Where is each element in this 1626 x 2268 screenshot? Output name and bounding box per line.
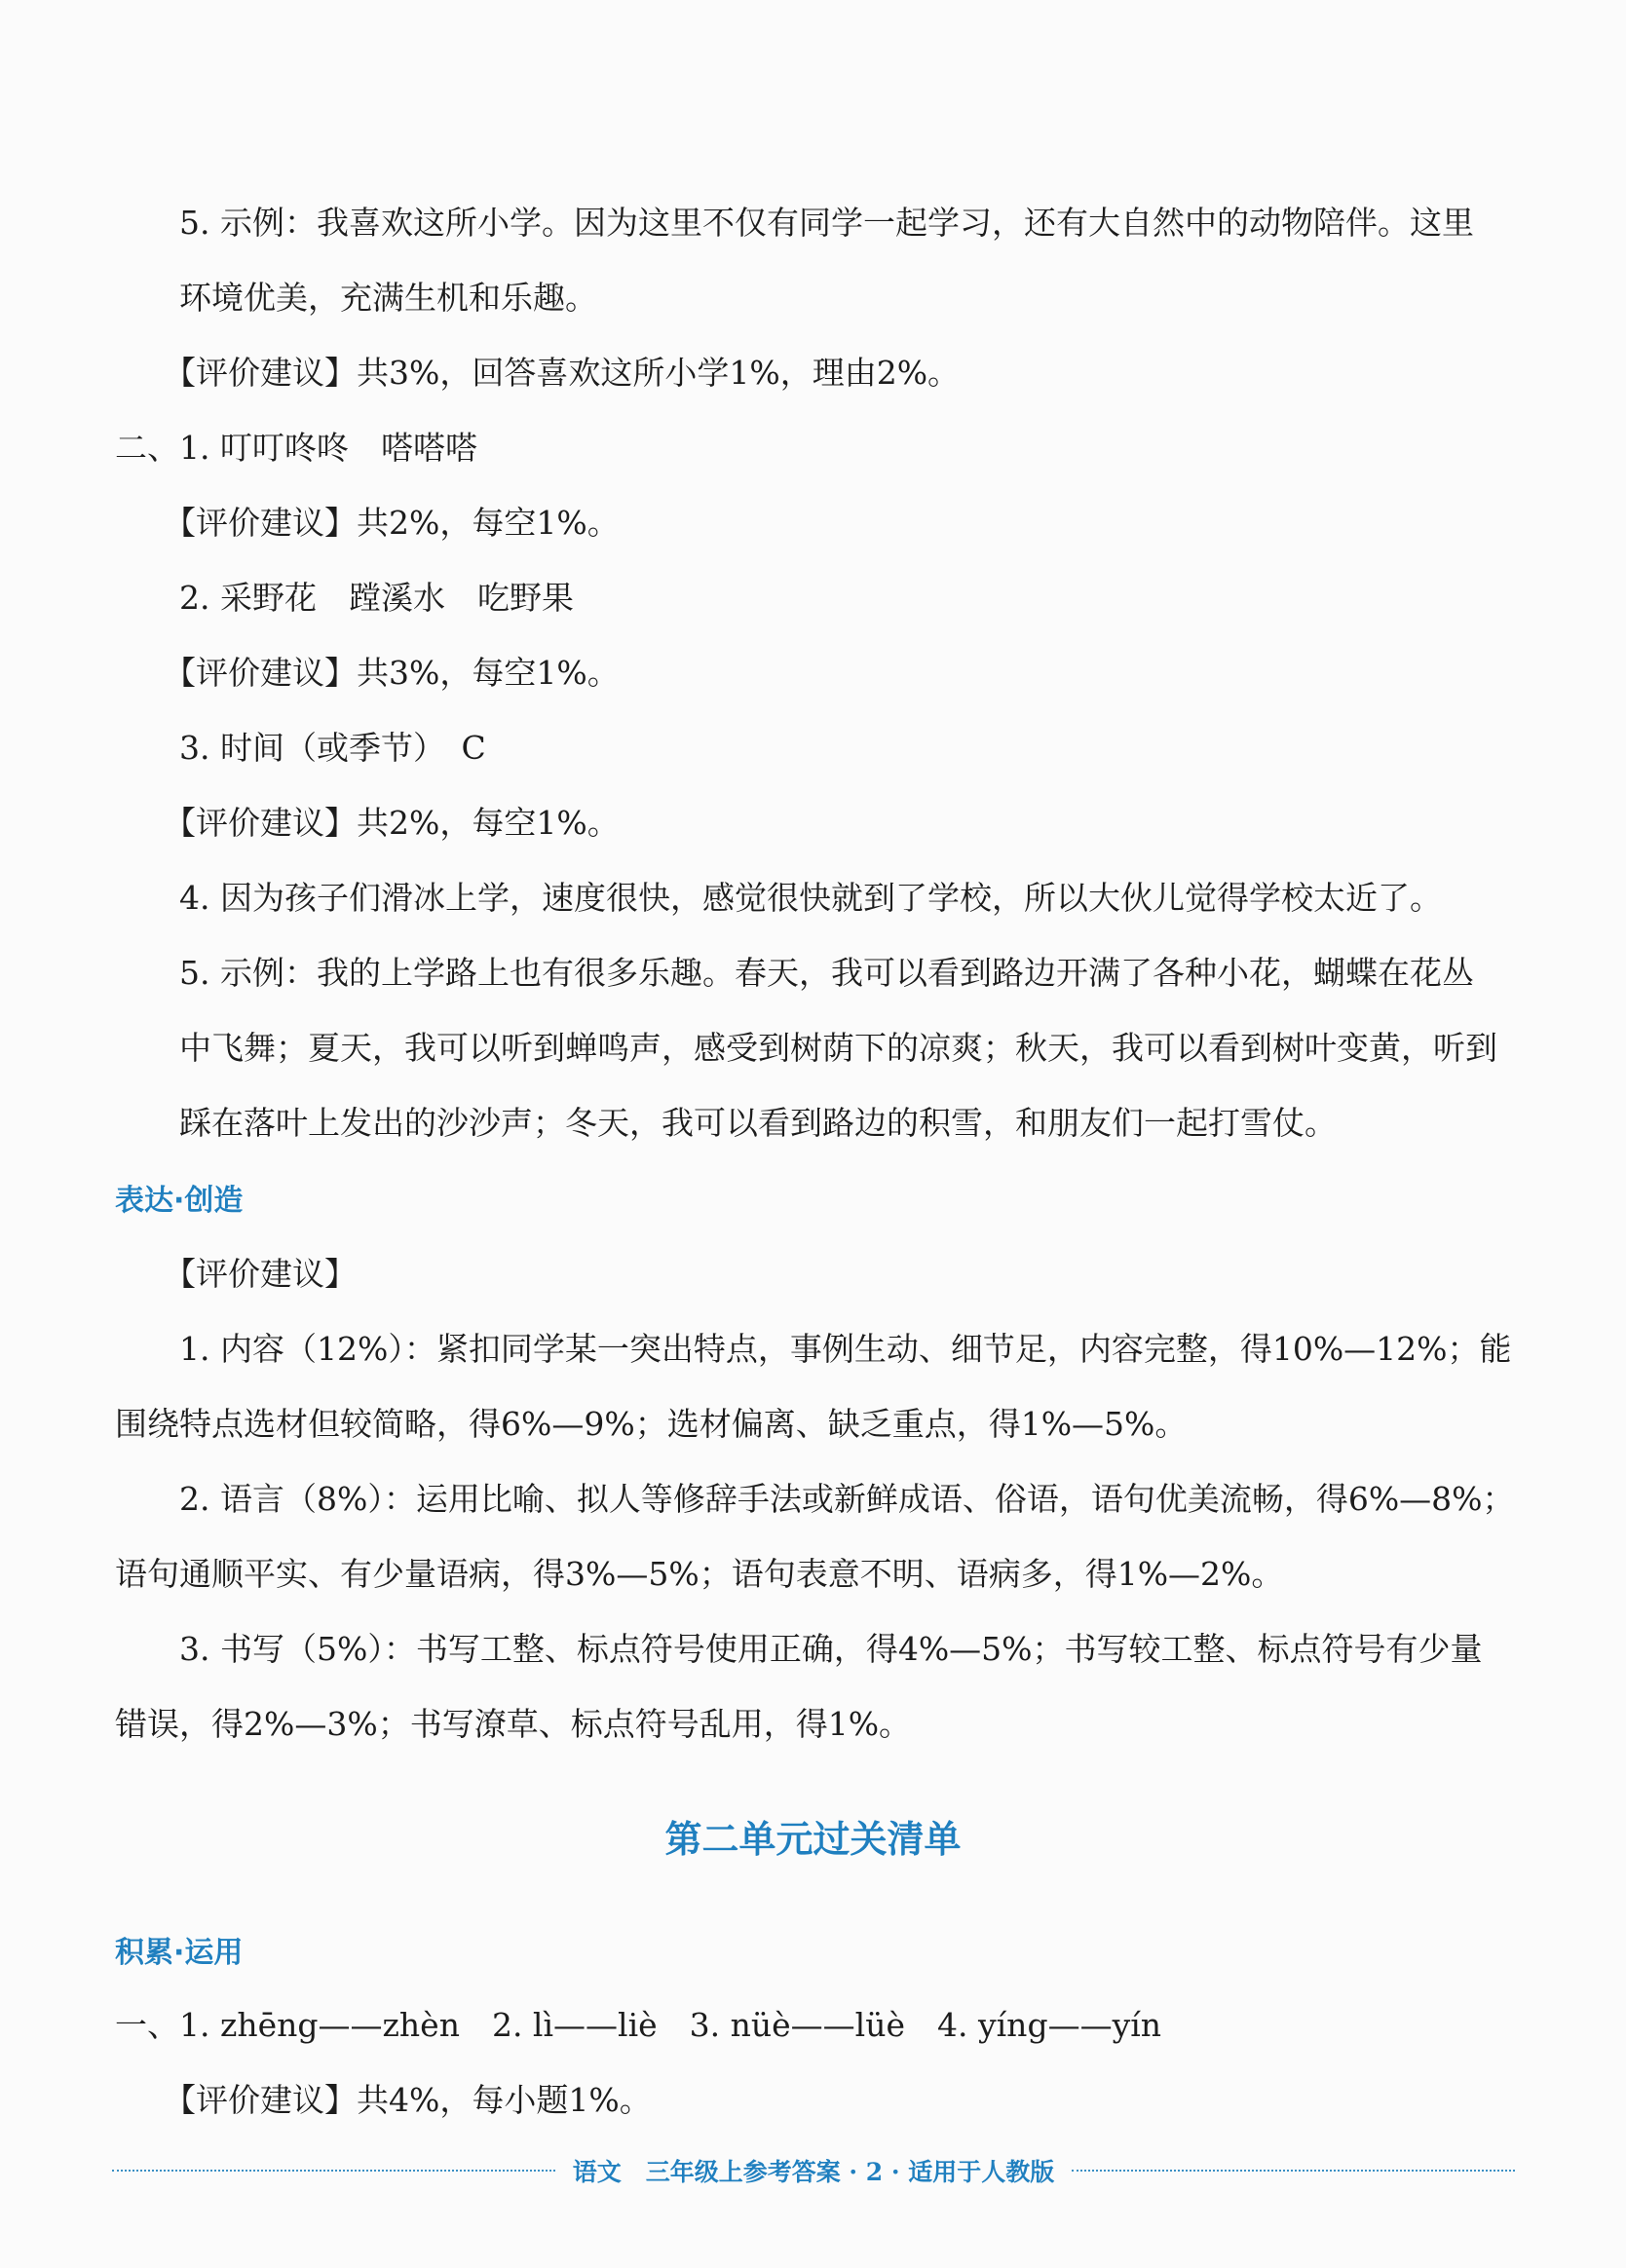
rubric-line: 错误，得2%—3%；书写潦草、标点符号乱用，得1%。 — [115, 1705, 912, 1743]
evaluation-note: 【评价建议】共3%，每空1%。 — [164, 654, 620, 692]
unit-title: 第二单元过关清单 — [664, 1818, 962, 1861]
answer-line: 5. 示例：我喜欢这所小学。因为这里不仅有同学一起学习，还有大自然中的动物陪伴。这里 — [179, 204, 1474, 242]
rubric-line: 2. 语言（8%）：运用比喻、拟人等修辞手法或新鲜成语、俗语，语句优美流畅，得6%—8%； — [179, 1480, 1515, 1518]
evaluation-note: 【评价建议】共3%，回答喜欢这所小学1%，理由2%。 — [164, 354, 961, 392]
answer-line: 踩在落叶上发出的沙沙声；冬天，我可以看到路边的积雪，和朋友们一起打雪仗。 — [179, 1104, 1337, 1142]
rubric-line: 3. 书写（5%）：书写工整、标点符号使用正确，得4%—5%；书写较工整、标点符号有少量 — [179, 1630, 1483, 1668]
evaluation-note: 【评价建议】 — [164, 1255, 357, 1293]
footer-rule-right — [1072, 2170, 1515, 2172]
rubric-line: 1. 内容（12%）：紧扣同学某一突出特点，事例生动、细节足，内容完整，得10%—12%；能 — [179, 1330, 1512, 1368]
footer-text: 语文 三年级上参考答案 · 2 · 适用于人教版 — [572, 2158, 1055, 2186]
evaluation-note: 【评价建议】共2%，每空1%。 — [164, 804, 620, 842]
footer-rule-left — [112, 2170, 555, 2172]
answer-line: 中飞舞；夏天，我可以听到蝉鸣声，感受到树荫下的凉爽；秋天，我可以看到树叶变黄，听到 — [179, 1029, 1497, 1067]
evaluation-note: 【评价建议】共4%，每小题1%。 — [164, 2081, 652, 2119]
answer-line: 5. 示例：我的上学路上也有很多乐趣。春天，我可以看到路边开满了各种小花，蝴蝶在花丛 — [179, 954, 1474, 992]
answer-line: 4. 因为孩子们滑冰上学，速度很快，感觉很快就到了学校，所以大伙儿觉得学校太近了。 — [179, 879, 1442, 917]
answer-line: 3. 时间（或季节） C — [179, 729, 486, 767]
evaluation-note: 【评价建议】共2%，每空1%。 — [164, 504, 620, 542]
section-heading-accumulation: 积累·运用 — [115, 1936, 244, 1970]
rubric-line: 语句通顺平实、有少量语病，得3%—5%；语句表意不明、语病多，得1%—2%。 — [115, 1555, 1284, 1593]
answer-line: 环境优美，充满生机和乐趣。 — [179, 279, 597, 317]
rubric-line: 围绕特点选材但较简略，得6%—9%；选材偏离、缺乏重点，得1%—5%。 — [115, 1405, 1188, 1443]
answer-line: 2. 采野花 蹚溪水 吃野果 — [179, 579, 574, 617]
answer-line: 一、1. zhēng——zhèn 2. lì——liè 3. nüè——lüè 4. yíng——yín — [115, 2006, 1162, 2044]
answer-line: 二、1. 叮叮咚咚 嗒嗒嗒 — [115, 429, 477, 467]
section-heading-expression: 表达·创造 — [115, 1184, 244, 1218]
page-footer — [112, 2151, 1515, 2190]
